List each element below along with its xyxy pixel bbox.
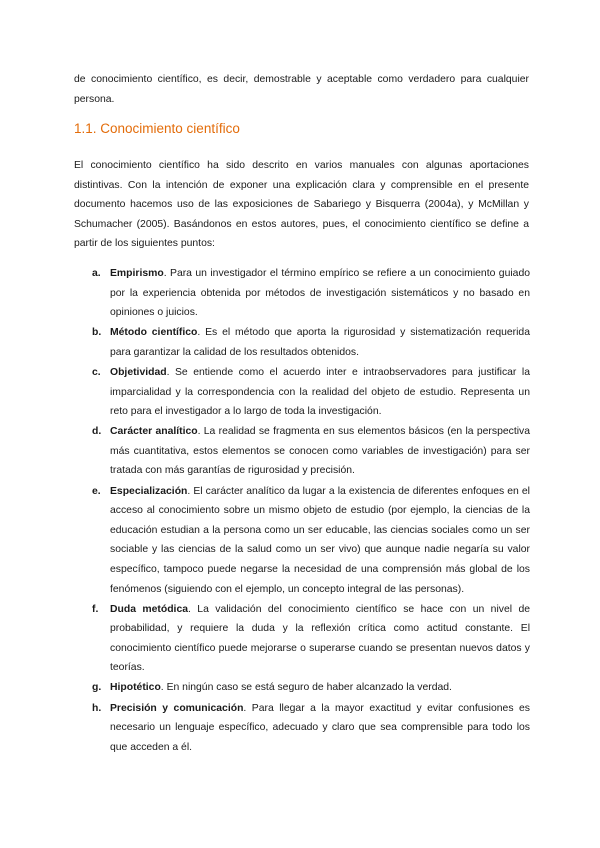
list-item [74,600,530,678]
list-term: Hipotético [110,682,161,694]
list-marker: b. [92,327,102,339]
list-term: Duda metódica [110,603,189,615]
section-heading: 1.1. Conocimiento científico [74,121,240,136]
list-text: . Es el método que aporta la rigurosidad y sistematización requerida para garantizar la calidad de los resultados obtenidos. [110,327,530,358]
list-text: . Para un investigador el término empírico se refiere a un conocimiento guiado por la experiencia obtenida por métodos de investigación sistemáticos y no basado en opiniones o juicios. [110,268,530,319]
list-item [74,264,530,323]
list-marker: d. [92,426,102,438]
list-item [74,363,530,422]
points-list [74,264,530,758]
list-term: Carácter analítico [110,426,198,438]
intro-paragraph: de conocimiento científico, es decir, demostrable y aceptable como verdadero para cualquier persona. [74,74,529,105]
list-term: Precisión y comunicación [110,702,244,714]
list-text: . La validación del conocimiento científico se hace con un nivel de probabilidad, y requiere la duda y la reflexión crítica como actitud constante. El conocimiento científico puede mejorarse o superarse cuando se presentan nuevos datos y teorías. [110,603,531,674]
list-item [74,678,530,698]
list-marker: c. [92,366,101,378]
list-item [74,422,530,481]
list-text: . La realidad se fragmenta en sus elementos básicos (en la perspectiva más cuantitativa, estos elementos se conocen como variables de investigación) para ser tratada con más garantías de rigurosidad y precisión. [110,426,530,477]
list-term: Empirismo [110,268,164,279]
list-marker: g. [92,682,102,694]
list-text: . Para llegar a la mayor exactitud y evitar confusiones es necesario un lenguaje específico, adecuado y claro que sea comprensible para todo los que acceden a él. [110,702,530,753]
list-term: Método científico [110,327,198,339]
list-marker: h. [92,702,102,714]
list-term: Especialización [110,485,188,497]
list-item [74,699,530,758]
section-paragraph: El conocimiento científico ha sido descrito en varios manuales con algunas aportaciones distintivas. Con la intención de exponer una explicación clara y comprensible en el presente documento hacemos uso de las exposiciones de Sabariego y Bisquerra (2004a), y McMillan y Schumacher (2005). Basándonos en estos autores, pues, el conocimiento científico se define a partir de los siguientes puntos: [74,160,529,250]
list-text: . En ningún caso se está seguro de haber alcanzado la verdad. [160,682,452,694]
list-marker: a. [92,268,101,279]
list-text: . Se entiende como el acuerdo inter e intraobservadores para justificar la imparcialidad y la correspondencia con la realidad del objeto de estudio. Representa un reto para el investigador a lo largo de toda la investigación. [110,366,530,418]
list-marker: e. [92,485,101,497]
list-marker: f. [92,603,99,615]
list-term: Objetividad [110,366,167,378]
list-item [74,482,530,600]
list-text: . El carácter analítico da lugar a la existencia de diferentes enfoques en el acceso al conocimiento sobre un mismo objeto de estudio (por ejemplo, la ciencias de la educación estudian a la persona como un ser educable, las ciencias sociales como un ser sociable y las ciencias de la salud como un ser vivo) que aunque nadie negaría su valor específico, tampoco puede negarse la necesidad de una comprensión más global de los fenómenos (siguiendo con el ejemplo, un concepto integral de las personas). [110,485,530,595]
list-item [74,323,530,362]
